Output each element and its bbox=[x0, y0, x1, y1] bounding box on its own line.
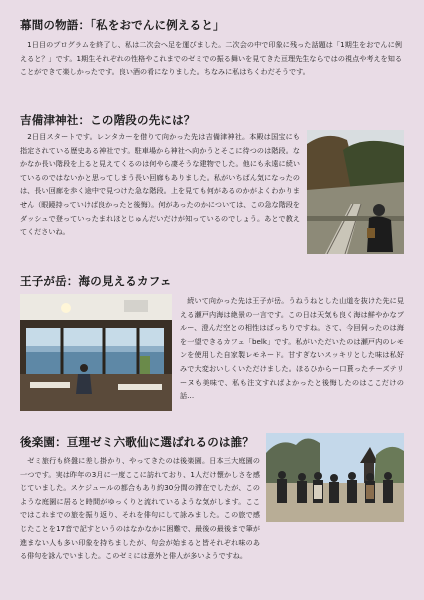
cafe-interior-photo bbox=[20, 294, 172, 411]
section-body-kibitsu: 2日目スタートです。レンタカーを借りて向かった先は吉備津神社。本殿は国宝にも指定されている歴史ある神社です。駐車場から神社へ向かうとそこに待つのは階段。なかなか長い階段を上ると見えてくるのは何やら凄そうな建物でした。他にも永遠に続いているのではないかと思ってしまう長い回廊もありました。私がいちばん気になったのは、長い回廊を歩く途中で見つけた急な階段。上を見ても何があるのかがよくわかりません（眼鏡持っていけば良かったと後悔）。何があったのかについては、この急な階段をダッシュで登っていったまれほとじゅんだいだけが知っているのでしょう。あとで教えてくださいね。 bbox=[20, 132, 300, 237]
section-title-korakuen: 後楽園：亘理ゼミ六歌仙に選ばれるのは誰？ bbox=[20, 435, 254, 449]
section-body-oujigatake: 続いて向かった先は王子が岳。うねうねとした山道を抜けた先に見える瀬戸内海は絶景の一言です。この日は天気も良く海は鮮やかなブルー、澄んだ空との相性はばっちりですね。さて、今回伺ったのは海を一望できるカフェ「belk」です。私がいただいたのは瀬戸内のレモンを使用した自家製レモネード。甘すぎないスッキリとした味は私好みで大変おいしくいただけました。ほるひからー口貰ったチーズテリーヌも美味で、私も注文すればよかったと後悔したのはここだけの話… bbox=[180, 296, 404, 401]
korakuen-group-photo bbox=[266, 433, 404, 522]
kibitsu-stairs-photo bbox=[307, 130, 404, 254]
section-title-kibitsu: 吉備津神社：この階段の先には？ bbox=[20, 113, 196, 127]
section-body-oden: 1日目のプログラムを終了し、私は二次会へ足を運びました。二次会の中で印象に残った話題は「1期生をおでんに例えると？」です。1期生それぞれの性格やこれまでのゼミでの振る舞いを見てきた亘理先生ならではの視点や考えを知ることができて楽しかったです。良い酒の肴になりました。ちなみに私はちくわだそうです。 bbox=[20, 40, 402, 77]
section-title-oujigatake: 王子が岳：海の見えるカフェ bbox=[20, 274, 172, 288]
section-body-korakuen: ゼミ旅行も終盤に差し掛かり、やってきたのは後楽園。日本三大庭園の一つです。実は昨年の3月に一度ここに訪れており、1人だけ懐かしさを感じていました。スケジュールの都合もあり約30分間の滞在でしたが、このような庭園に居ると時間がゆっくりと流れているような気がします。ここではこれまでの旅を振り返り、それを俳句にして詠みました。この旅で感じたことを17音で記すというのはなかなかに困難で、最後の最後まで筆が進まない人も多い印象を持ちましたが、句会が始まると皆それぞれ味のある俳句を詠んでいました。このゼミには意外と俳人が多いようですね。 bbox=[20, 456, 260, 561]
section-title-oden: 幕間の物語：「私をおでんに例えると」 bbox=[20, 18, 225, 32]
